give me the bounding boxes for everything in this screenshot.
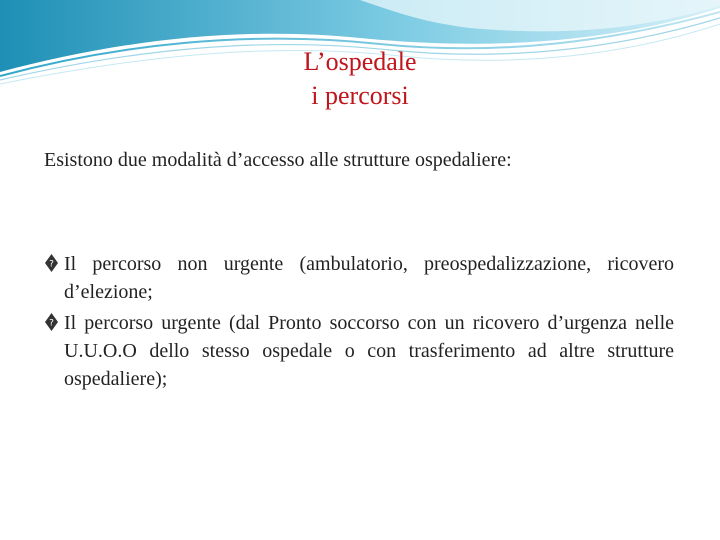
bullet-item-non-urgent: [44, 250, 674, 306]
slide-title: [0, 45, 720, 113]
missing-glyph-icon: [44, 312, 59, 332]
missing-glyph-icon: [44, 253, 59, 273]
bullet-text-non-urgent: Il percorso non urgente (ambulatorio, preospedalizzazione, ricovero d’elezione;: [64, 253, 674, 303]
intro-paragraph: Esistono due modalità d’accesso alle strutture ospedaliere:: [44, 149, 512, 171]
bullet-list: [44, 250, 674, 396]
title-line-1: L’ospedale: [303, 47, 417, 76]
svg-text:?: ?: [49, 318, 54, 329]
svg-text:?: ?: [49, 259, 54, 270]
bullet-text-urgent: Il percorso urgente (dal Pronto soccorso con un ricovero d’urgenza nelle U.U.O.O dello stesso ospedale o con trasferimento ad altre strutture ospedaliere);: [64, 312, 674, 390]
title-line-2: i percorsi: [311, 81, 409, 110]
bullet-item-urgent: [44, 309, 674, 393]
